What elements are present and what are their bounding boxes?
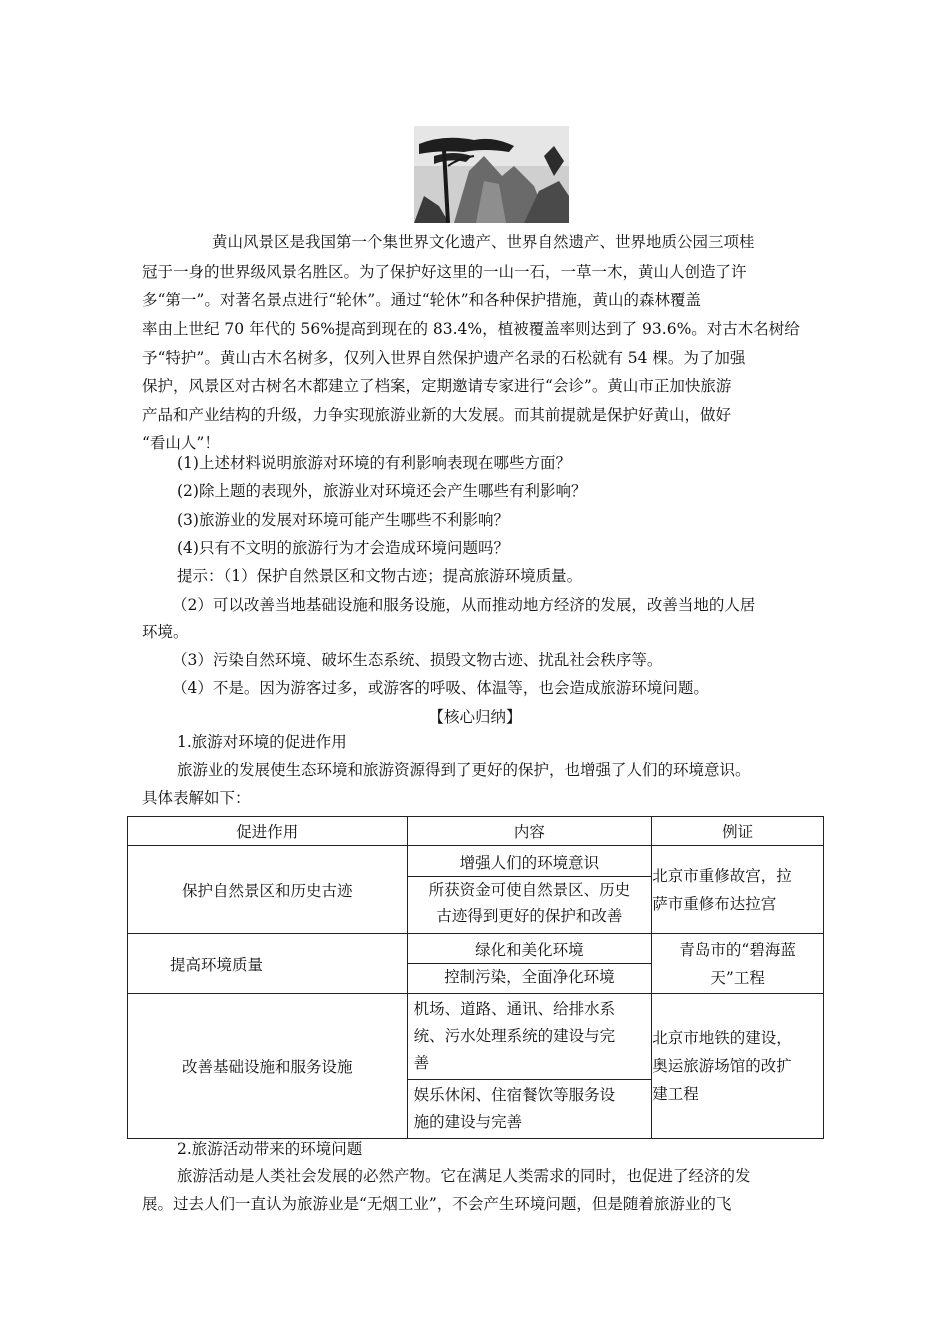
- content-cell: [407, 846, 652, 934]
- promotion-table: [127, 816, 824, 1139]
- effect-cell: 改善基础设施和服务设施: [128, 994, 408, 1139]
- intro-line: 冠于一身的世界级风景名胜区。为了保护好这里的一山一石，一草一木，黄山人创造了许: [142, 263, 747, 281]
- content-text: 施的建设与完善: [413, 1113, 523, 1131]
- question-4: (4)只有不文明的旅游行为才会造成环境问题吗？: [177, 539, 509, 557]
- example-cell: [652, 846, 824, 934]
- intro-line: 黄山风景区是我国第一个集世界文化遗产、世界自然遗产、世界地质公园三项桂: [212, 233, 755, 251]
- content-text: 机场、道路、通讯、给排水系: [413, 1000, 616, 1018]
- intro-line: 多“第一”。对著名景点进行“轮休”。通过“轮休”和各种保护措施，黄山的森林覆盖: [142, 291, 702, 309]
- table-row: [128, 994, 824, 1139]
- example-text: 萨市重修布达拉宫: [652, 894, 777, 913]
- answer-1: 提示：（1）保护自然景区和文物古迹；提高旅游环境质量。: [177, 567, 583, 585]
- effect-cell: 保护自然景区和历史古迹: [128, 846, 408, 934]
- answer-3: （3）污染自然环境、破坏生态系统、损毁文物古迹、扰乱社会秩序等。: [172, 651, 663, 669]
- content-cell: [407, 994, 652, 1139]
- example-text: 奥运旅游场馆的改扩: [652, 1057, 792, 1075]
- example-text: 青岛市的“碧海蓝: [679, 940, 796, 959]
- point2-text-cont: 展。过去人们一直认为旅游业是“无烟工业”，不会产生环境问题，但是随着旅游业的飞: [142, 1195, 732, 1213]
- example-text: 建工程: [652, 1085, 699, 1103]
- content-item: 控制污染，全面净化环境: [444, 968, 615, 986]
- huangshan-pine-photo: [414, 126, 569, 223]
- content-text: 善: [413, 1054, 430, 1072]
- point2-heading: 2.旅游活动带来的环境问题: [177, 1140, 363, 1158]
- intro-line: “看山人”！: [142, 434, 220, 452]
- point1-text: 旅游业的发展使生态环境和旅游资源得到了更好的保护，也增强了人们的环境意识。: [177, 761, 751, 779]
- table-header-cell: 例证: [652, 817, 824, 846]
- table-row: [128, 934, 824, 994]
- example-text: 天”工程: [710, 968, 765, 987]
- answer-4: （4）不是。因为游客过多，或游客的呼吸、体温等，也会造成旅游环境问题。: [172, 679, 709, 697]
- example-cell: [652, 994, 824, 1139]
- point1-heading: 1.旅游对环境的促进作用: [177, 733, 347, 751]
- content-text: 所获资金可使自然景区、历史: [428, 881, 631, 899]
- content-item: [408, 877, 652, 929]
- example-text: 北京市地铁的建设，: [652, 1029, 792, 1047]
- effect-cell: 提高环境质量: [128, 934, 408, 994]
- example-text: 北京市重修故宫，拉: [652, 866, 792, 885]
- intro-line: 率由上世纪 70 年代的 56%提高到现在的 83.4%，植被覆盖率则达到了 93.6%。对古木名树给: [142, 320, 800, 338]
- question-2: (2)除上题的表现外，旅游业对环境还会产生哪些有利影响？: [177, 482, 587, 500]
- content-cell: [407, 934, 652, 994]
- content-item: [408, 994, 652, 1080]
- content-item: 增强人们的环境意识: [408, 850, 652, 877]
- intro-line: 产品和产业结构的升级，力争实现旅游业新的大发展。而其前提就是保护好黄山，做好: [142, 406, 732, 424]
- section-title: 【核心归纳】: [428, 708, 522, 726]
- content-text: 娱乐休闲、住宿餐饮等服务设: [413, 1086, 616, 1104]
- point1-text-cont: 具体表解如下：: [142, 789, 251, 807]
- example-cell: [652, 934, 824, 994]
- question-1: (1)上述材料说明旅游对环境的有利影响表现在哪些方面？: [177, 454, 571, 472]
- intro-line: 予“特护”。黄山古木名树多，仅列入世界自然保护遗产名录的石松就有 54 棵。为了加强: [142, 349, 746, 367]
- table-header-cell: 促进作用: [128, 817, 408, 846]
- content-item: 绿化和美化环境: [408, 937, 652, 964]
- content-item: [408, 1080, 652, 1138]
- answer-2-cont: 环境。: [142, 623, 189, 641]
- point2-text: 旅游活动是人类社会发展的必然产物。它在满足人类需求的同时，也促进了经济的发: [177, 1167, 751, 1185]
- answer-2: （2）可以改善当地基础设施和服务设施，从而推动地方经济的发展，改善当地的人居: [172, 596, 756, 614]
- question-3: (3)旅游业的发展对环境可能产生哪些不利影响？: [177, 511, 509, 529]
- table-header-cell: 内容: [407, 817, 652, 846]
- intro-line: 保护，风景区对古树名木都建立了档案，定期邀请专家进行“会诊”。黄山市正加快旅游: [142, 377, 732, 395]
- content-text: 古迹得到更好的保护和改善: [436, 907, 623, 925]
- table-row: [128, 846, 824, 934]
- content-text: 统、污水处理系统的建设与完: [413, 1027, 616, 1045]
- table-header-row: [128, 817, 824, 846]
